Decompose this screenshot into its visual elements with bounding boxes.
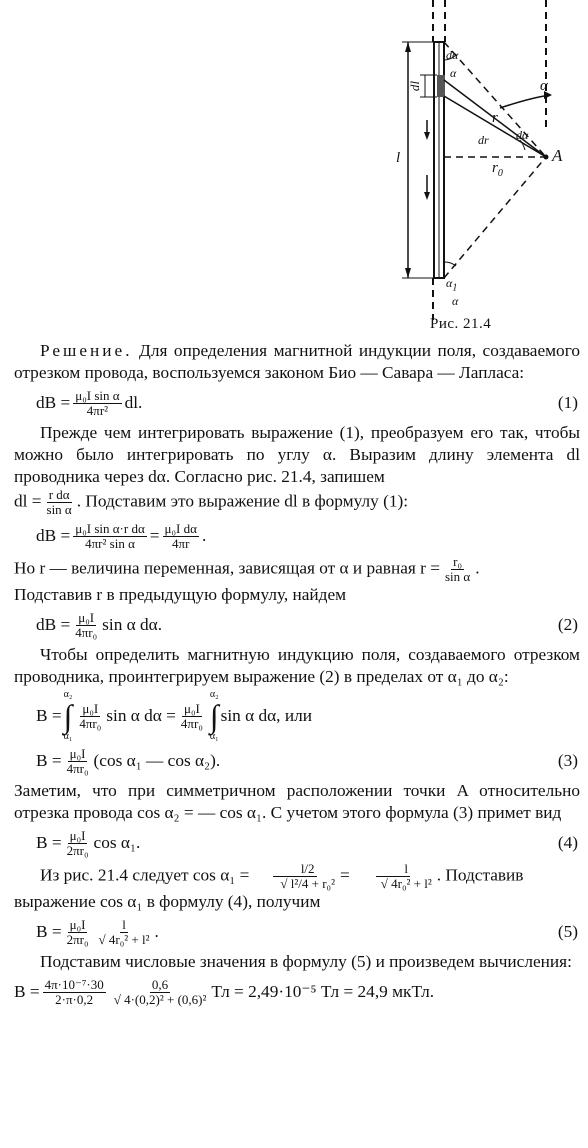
label-dl: dl bbox=[407, 80, 423, 92]
paragraph-4: Чтобы определить магнитную индукцию поля, создаваемого отрезком проводника, проинтегрируем выражение (2) в пределах от α₁ до α₂: bbox=[14, 645, 580, 686]
dl-element bbox=[437, 75, 445, 97]
paragraph-intro: Решение. Для определения магнитной индукции поля, создаваемого отрезком провода, воспользуемся законом Био — Савара — Лапласа: bbox=[14, 341, 580, 382]
paragraph-2b: dl = $\frac{\text{r dα}}{\text{sin α}}$ . Подставим это выражение dl в формулу (1): bbox=[14, 487, 409, 517]
label-dalpha2: dα bbox=[516, 128, 529, 142]
figure-21-4 bbox=[380, 0, 585, 330]
equation-2: dB = $\frac{\text{μ₀I}}{\text{4πr₀}}$ sin α dα. (2) bbox=[36, 609, 578, 640]
label-alpha1: $\alpha_1$ bbox=[446, 276, 458, 294]
equation-4: B = $\frac{\text{μ₀I}}{\text{2πr₀}}$ cos α₁. (4) bbox=[36, 827, 578, 858]
paragraph-6: Из рис. 21.4 следует cos α₁ = $\frac{l/2}{\text{√ l²/4 + r₀²}}$ = $\frac{l}{\text{√ 4r₀² + l²}}$ . Подставив bbox=[40, 861, 524, 891]
equation-6: B = $\frac{\text{4π·10⁻⁷·30}}{2\cdot\pi\cdot 0,2}$ $\frac{0,6}{\text{√ 4·(0,2)² + (0,6)²}}$ Тл = 2,49·10⁻⁵ Тл = 24,9 мкТл. bbox=[14, 976, 435, 1007]
label-r: r bbox=[492, 110, 498, 126]
label-alpha-arc: α bbox=[540, 78, 548, 94]
label-point-a: A bbox=[552, 146, 563, 165]
paragraph-2: Прежде чем интегрировать выражение (1), преобразуем его так, чтобы можно было интегрировать по углу α. Выразим длину элемента dl проводника через dα. Согласно рис. 21.4, запишем bbox=[14, 423, 580, 486]
equation-1: dB = $\frac{\text{μ₀I sin α}}{\text{4πr²}}$ dl. (1) bbox=[36, 387, 578, 418]
label-dr: dr bbox=[478, 133, 489, 147]
paragraph-7: Подставим числовые значения в формулу (5) и произведем вычисления: bbox=[40, 952, 572, 971]
label-alpha-small: α bbox=[450, 66, 457, 80]
figure-caption: Рис. 21.4 bbox=[430, 316, 492, 332]
equation-3a: B = α₂ ∫ α₁ $\frac{\text{μ₀I}}{\text{4πr₀}}$ sin α dα = $\frac{\text{μ₀I}}{\text{4πr₀}}$ α₂ ∫ α₁ sin α dα, или bbox=[36, 689, 312, 742]
equation-3: B = $\frac{\text{μ₀I}}{\text{4πr₀}}$ (cos α₁ — cos α₂). (3) bbox=[36, 745, 578, 776]
label-alpha-bottom: α bbox=[452, 294, 459, 308]
solution-heading: Решение. bbox=[40, 341, 133, 360]
paragraph-3: Но r — величина переменная, зависящая от α и равная r = $\frac{\text{r₀}}{\text{sin α}}$ . Подставив r в предыдущую формулу, найдем bbox=[14, 554, 480, 604]
paragraph-5: Заметим, что при симметричном расположении точки A относительно отрезка провода cos α₂ = — cos α₁. С учетом этого формула (3) примет вид bbox=[14, 781, 580, 822]
point-a bbox=[544, 155, 549, 160]
paragraph-6b: выражение cos α₁ в формулу (4), получим bbox=[14, 892, 321, 911]
solution-text bbox=[14, 340, 580, 1011]
equation-5: B = $\frac{\text{μ₀I}}{\text{2πr₀}}$ $\frac{l}{\text{√ 4r₀² + l²}}$ . (5) bbox=[36, 916, 578, 947]
equation-1b: dB = $\frac{\text{μ₀I sin α·r dα}}{\text{4πr² sin α}}$ = $\frac{\text{μ₀I dα}}{4\pi r}$ . bbox=[36, 520, 207, 551]
equation-number: (1) bbox=[557, 393, 578, 412]
label-dalpha-top: dα bbox=[446, 48, 459, 62]
label-r0: $r_0$ bbox=[492, 160, 503, 179]
label-l: l bbox=[396, 150, 401, 166]
